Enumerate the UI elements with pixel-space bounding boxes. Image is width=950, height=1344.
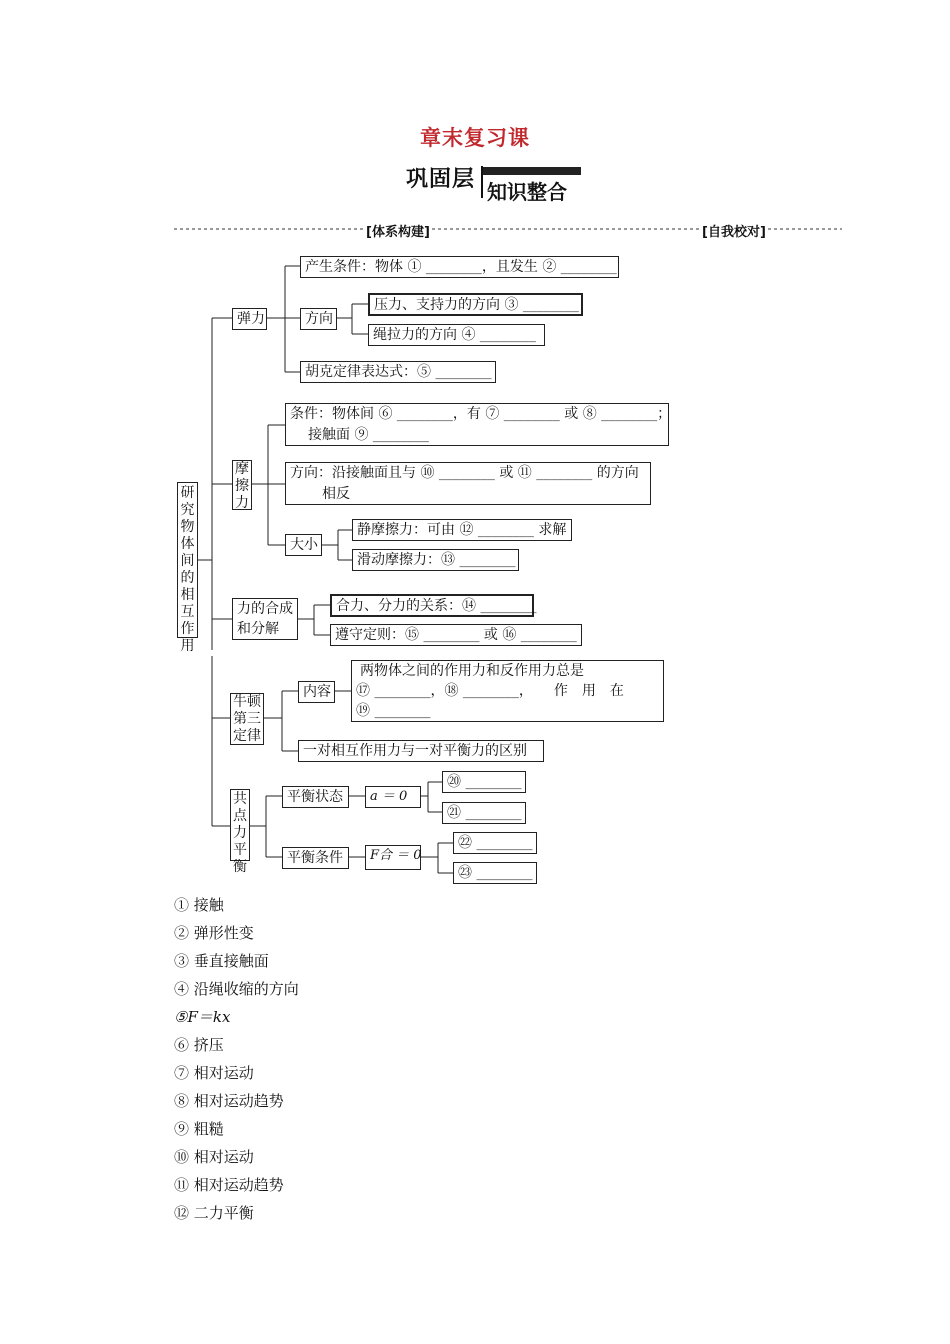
friction-static: 静摩擦力：可由 ⑫ ________ 求解: [352, 519, 572, 541]
answer-item: ⑩ 相对运动: [174, 1148, 254, 1166]
node-newton-content: 内容: [298, 681, 335, 703]
equilibrium-condition-equation: F合 ＝ 0: [365, 845, 421, 870]
friction-direction-line1: 方向：沿接触面且与 ⑩ ________ 或 ⑪ ________ 的方向: [290, 465, 639, 481]
composition-rule: 遵守定则：⑮ ________ 或 ⑯ ________: [330, 624, 582, 646]
answer-item: ⑨ 粗糙: [174, 1120, 224, 1138]
friction-direction: [285, 462, 651, 505]
logo-left-text: 巩固层: [406, 167, 476, 192]
newton-content-line1: 两物体之间的作用力和反作用力总是: [360, 663, 584, 679]
node-newton-third-law: 牛顿第三定律: [230, 693, 264, 745]
newton-content-line3: ⑲ ________: [356, 703, 431, 719]
section-label-self-check: [自我校对]: [700, 221, 768, 240]
node-elastic: 弹力: [232, 308, 267, 330]
node-elastic-direction: 方向: [300, 308, 337, 330]
node-equilibrium-condition: 平衡条件: [282, 847, 349, 869]
composition-relation: 合力、分力的关系：⑭ ________: [330, 594, 534, 617]
root-node: 研究物体间的相互作用: [177, 482, 198, 638]
newton-difference: 一对相互作用力与一对平衡力的区别: [298, 740, 544, 762]
elastic-direction-rope: 绳拉力的方向 ④ ________: [368, 324, 545, 346]
answer-item: ⑤F＝kx: [174, 1008, 231, 1026]
friction-direction-line2: 相反: [322, 486, 350, 502]
answer-item: ⑫ 二力平衡: [174, 1204, 254, 1222]
newton-content-line2: ⑰ ________，⑱ ________， 作 用 在: [356, 683, 624, 699]
equilibrium-blank-20: ⑳ ________: [442, 771, 526, 793]
section-label-structure: [体系构建]: [364, 221, 432, 240]
answer-item: ① 接触: [174, 896, 224, 914]
answer-item: ④ 沿绳收缩的方向: [174, 980, 299, 998]
elastic-condition: 产生条件：物体 ① ________，且发生 ② ________: [300, 256, 619, 278]
page-title: 章末复习课: [420, 126, 530, 150]
elastic-hooke-law: 胡克定律表达式：⑤ ________: [300, 361, 496, 383]
equilibrium-state-equation: a ＝ 0: [365, 786, 421, 808]
node-friction-size: 大小: [285, 534, 322, 556]
answer-item: ③ 垂直接触面: [174, 952, 269, 970]
friction-condition-line2: 接触面 ⑨ ________: [308, 427, 429, 443]
answer-item: ⑧ 相对运动趋势: [174, 1092, 284, 1110]
logo-right-text: 知识整合: [487, 180, 567, 204]
answer-item: ⑥ 挤压: [174, 1036, 224, 1054]
answer-item: ⑪ 相对运动趋势: [174, 1176, 284, 1194]
friction-condition: [285, 403, 672, 446]
friction-sliding: 滑动摩擦力：⑬ ________: [352, 549, 519, 571]
node-composition: 力的合成和分解: [232, 598, 298, 640]
answer-item: ⑦ 相对运动: [174, 1064, 254, 1082]
equilibrium-blank-21: ㉑ ________: [442, 802, 526, 824]
friction-condition-line1: 条件：物体间 ⑥ ________，有 ⑦ ________ 或 ⑧ ________；: [290, 406, 672, 422]
node-equilibrium: 共点力平衡: [230, 789, 250, 861]
elastic-direction-press: 压力、支持力的方向 ③ ________: [368, 293, 583, 316]
equilibrium-blank-23: ㉓ ________: [453, 862, 537, 884]
node-friction: 摩擦力: [232, 460, 252, 510]
equilibrium-blank-22: ㉒ ________: [453, 832, 537, 854]
node-equilibrium-state: 平衡状态: [282, 786, 349, 808]
newton-content: [351, 660, 664, 722]
answer-item: ② 弹形性变: [174, 924, 254, 942]
